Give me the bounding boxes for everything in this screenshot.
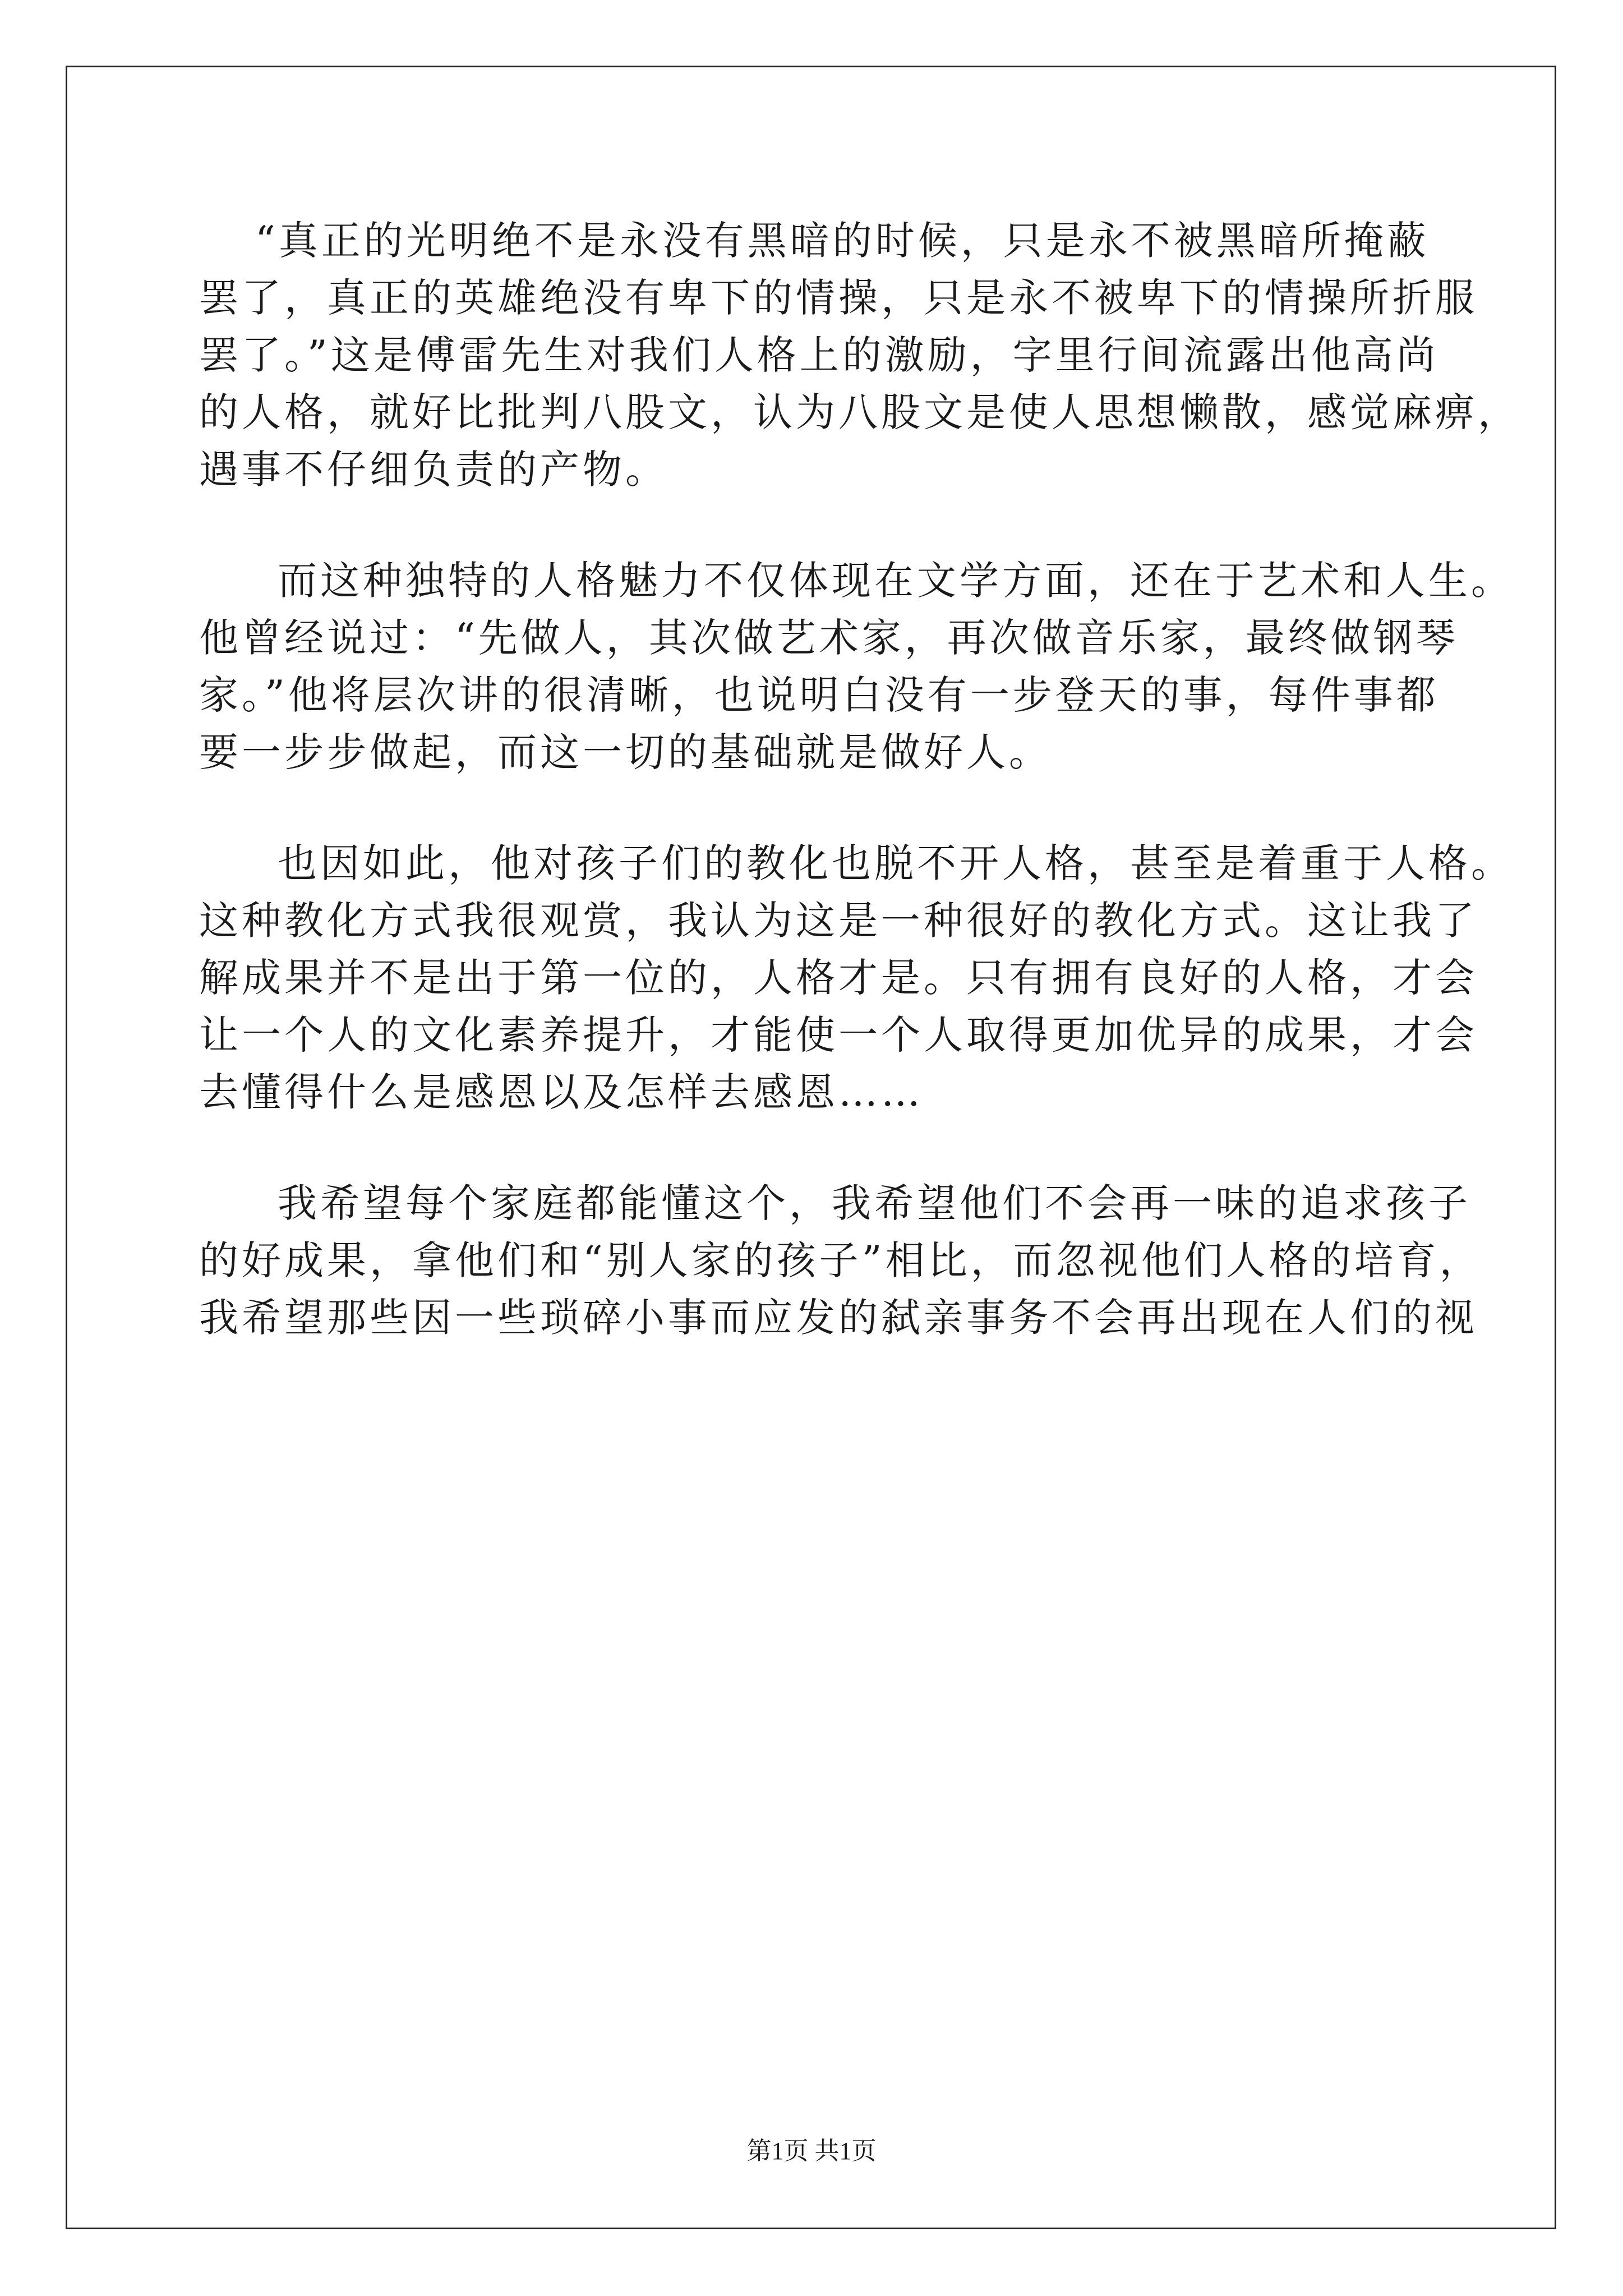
- paragraph-3-line-2: 这种教化方式我很观赏，我认为这是一种很好的教化方式。这让我了: [199, 898, 1478, 944]
- paragraph-1-line-3: 罢了。”这是傅雷先生对我们人格上的激励，字里行间流露出他高尚: [199, 332, 1439, 378]
- paragraph-1-line-2: 罢了，真正的英雄绝没有卑下的情操，只是永不被卑下的情操所折服: [199, 275, 1478, 321]
- paragraph-4-line-2: 的好成果，拿他们和“别人家的孩子”相比，而忽视他们人格的培育，: [199, 1237, 1482, 1283]
- paragraph-1-line-5: 遇事不仔细负责的产物。: [199, 447, 668, 493]
- paragraph-3-line-3: 解成果并不是出于第一位的，人格才是。只有拥有良好的人格，才会: [199, 955, 1478, 1001]
- paragraph-3-line-5: 去懂得什么是感恩以及怎样去感恩……: [199, 1069, 924, 1115]
- paragraph-2-line-3: 家。”他将层次讲的很清晰，也说明白没有一步登天的事，每件事都: [199, 672, 1439, 718]
- paragraph-2-line-4: 要一步步做起，而这一切的基础就是做好人。: [199, 729, 1052, 775]
- paragraph-3-line-1: 也因如此，他对孩子们的教化也脱不开人格，甚至是着重于人格。: [278, 840, 1514, 886]
- paragraph-4-line-3: 我希望那些因一些琐碎小事而应发的弑亲事务不会再出现在人们的视: [199, 1295, 1478, 1341]
- paragraph-1-line-1: “真正的光明绝不是永没有黑暗的时候，只是永不被黑暗所掩蔽: [255, 218, 1430, 264]
- paragraph-2-line-2: 他曾经说过：“先做人，其次做艺术家，再次做音乐家，最终做钢琴: [199, 615, 1459, 661]
- paragraph-3-line-4: 让一个人的文化素养提升，才能使一个人取得更加优异的成果，才会: [199, 1012, 1478, 1058]
- document-body: [199, 212, 1520, 1346]
- paragraph-1-line-4: 的人格，就好比批判八股文，认为八股文是使人思想懒散，感觉麻痹，: [199, 389, 1520, 435]
- paragraph-2-line-1: 而这种独特的人格魅力不仅体现在文学方面，还在于艺术和人生。: [278, 558, 1514, 604]
- paragraph-4-line-1: 我希望每个家庭都能懂这个，我希望他们不会再一味的追求孩子: [278, 1180, 1471, 1226]
- page-number-footer: 第1页 共1页: [746, 2137, 877, 2165]
